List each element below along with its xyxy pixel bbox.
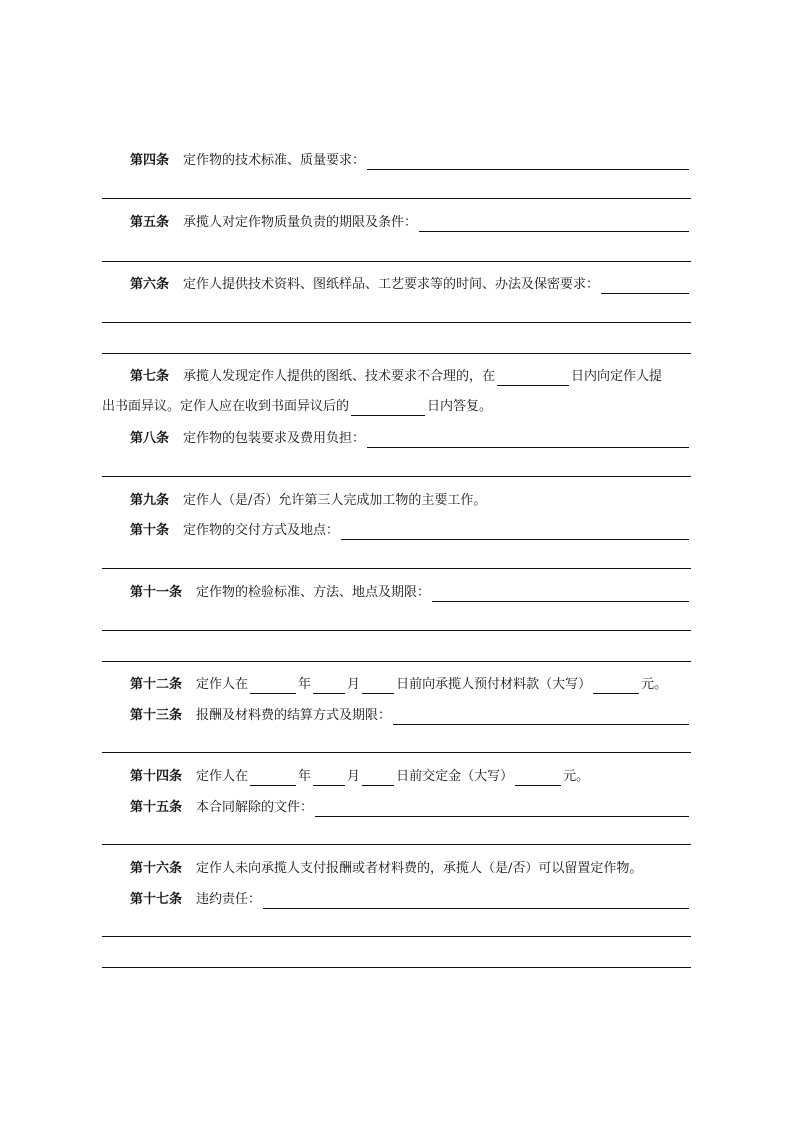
- clause-text: 定作物的交付方式及地点：: [183, 523, 340, 538]
- blank-line[interactable]: [102, 353, 691, 354]
- fill-blank[interactable]: [367, 433, 689, 448]
- clause-label: 第十条: [130, 523, 170, 538]
- clause-text: 定作物的检验标准、方法、地点及期限：: [196, 585, 431, 600]
- clause-text: 承揽人发现定作人提供的图纸、技术要求不合理的，在: [183, 369, 496, 384]
- blank-line[interactable]: [102, 936, 691, 937]
- clause-label: 第九条: [130, 493, 170, 508]
- clause-text: 定作人在: [196, 677, 249, 692]
- blank-line[interactable]: [102, 476, 691, 477]
- clause-label: 第八条: [130, 431, 170, 446]
- days-blank[interactable]: [497, 371, 569, 386]
- clause-text: 违约责任：: [196, 892, 262, 907]
- clause-label: 第十五条: [130, 800, 183, 815]
- blank-line[interactable]: [102, 261, 691, 262]
- blank-line[interactable]: [102, 752, 691, 753]
- clause-12: [130, 670, 691, 694]
- clause-text: 年: [298, 677, 312, 692]
- clause-7-line-1: [130, 362, 691, 386]
- year-blank[interactable]: [250, 771, 296, 786]
- day-blank[interactable]: [362, 679, 394, 694]
- fill-blank[interactable]: [367, 155, 689, 170]
- clause-text: 定作物的包装要求及费用负担：: [183, 431, 366, 446]
- clause-text: 定作人未向承揽人支付报酬或者材料费的，承揽人（是/否）可以留置定作物。: [196, 861, 643, 876]
- blank-line[interactable]: [102, 630, 691, 631]
- clause-text: 承揽人对定作物质量负责的期限及条件：: [183, 215, 418, 230]
- clause-text: 报酬及材料费的结算方式及期限：: [196, 708, 392, 723]
- clause-label: 第十二条: [130, 677, 183, 692]
- amount-blank[interactable]: [593, 679, 639, 694]
- clause-text: 年: [298, 769, 312, 784]
- clause-label: 第十三条: [130, 708, 183, 723]
- clause-text: 月: [347, 769, 361, 784]
- clause-text: 日内向定作人提: [571, 369, 663, 384]
- blank-line[interactable]: [102, 322, 691, 323]
- blank-line[interactable]: [102, 198, 691, 199]
- blank-line[interactable]: [102, 844, 691, 845]
- clause-label: 第五条: [130, 215, 170, 230]
- clause-text: 定作人在: [196, 769, 249, 784]
- clause-9: [130, 486, 691, 510]
- clause-7-line-2: [102, 392, 691, 416]
- fill-blank[interactable]: [393, 710, 689, 725]
- day-blank[interactable]: [362, 771, 394, 786]
- clause-17: [130, 885, 691, 909]
- clause-label: 第六条: [130, 277, 170, 292]
- clause-text: 元。: [563, 769, 590, 784]
- clause-label: 第十七条: [130, 892, 183, 907]
- clause-10: [130, 516, 691, 540]
- clause-text: 元。: [641, 677, 668, 692]
- fill-blank[interactable]: [263, 894, 689, 909]
- clause-6: [130, 270, 691, 294]
- clause-text: 日前向承揽人预付材料款（大写）: [396, 677, 592, 692]
- days-blank[interactable]: [351, 401, 425, 416]
- clause-4: [130, 146, 691, 170]
- clause-text: 月: [347, 677, 361, 692]
- clause-15: [130, 793, 691, 817]
- clause-13: [130, 701, 691, 725]
- blank-line[interactable]: [102, 967, 691, 968]
- fill-blank[interactable]: [315, 802, 689, 817]
- clause-8: [130, 424, 691, 448]
- clause-16: [130, 854, 691, 878]
- fill-blank[interactable]: [341, 525, 689, 540]
- clause-5: [130, 208, 691, 232]
- fill-blank[interactable]: [419, 217, 689, 232]
- clause-text: 定作人（是/否）允许第三人完成加工物的主要工作。: [183, 493, 487, 508]
- fill-blank[interactable]: [432, 587, 689, 602]
- clause-text: 本合同解除的文件：: [196, 800, 314, 815]
- clause-text: 日内答复。: [427, 399, 493, 414]
- clause-11: [130, 578, 691, 602]
- clause-label: 第十六条: [130, 861, 183, 876]
- month-blank[interactable]: [313, 771, 345, 786]
- clause-label: 第十四条: [130, 769, 183, 784]
- blank-line[interactable]: [102, 568, 691, 569]
- year-blank[interactable]: [250, 679, 296, 694]
- clause-label: 第七条: [130, 369, 170, 384]
- clause-text: 出书面异议。定作人应在收到书面异议后的: [102, 399, 350, 414]
- clause-text: 定作人提供技术资料、图纸样品、工艺要求等的时间、办法及保密要求：: [183, 277, 600, 292]
- fill-blank[interactable]: [601, 279, 689, 294]
- clause-text: 日前交定金（大写）: [396, 769, 514, 784]
- clause-label: 第四条: [130, 153, 170, 168]
- amount-blank[interactable]: [515, 771, 561, 786]
- clause-text: 定作物的技术标准、质量要求：: [183, 153, 366, 168]
- clause-14: [130, 762, 691, 786]
- clause-label: 第十一条: [130, 585, 183, 600]
- blank-line[interactable]: [102, 661, 691, 662]
- month-blank[interactable]: [313, 679, 345, 694]
